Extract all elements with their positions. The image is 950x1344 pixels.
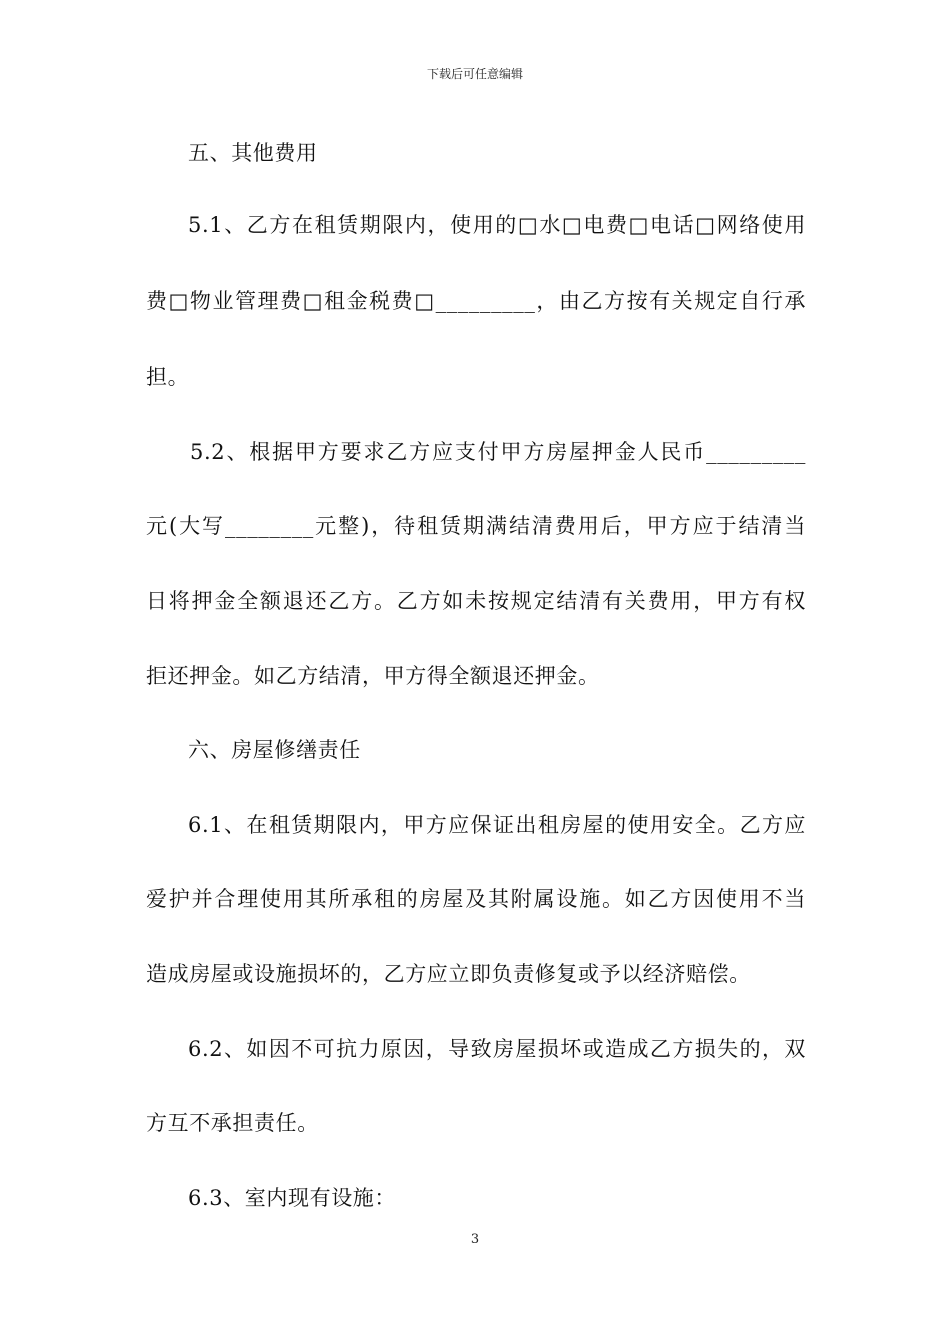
clause-6-1-line-1: 6.1、在租赁期限内，甲方应保证出租房屋的使用安全。乙方应 xyxy=(188,813,806,837)
section-heading-repair: 六、房屋修缮责任 xyxy=(188,738,361,762)
clause-6-2-line-2: 方互不承担责任。 xyxy=(146,1111,319,1135)
clause-5-2-line-1: 5.2、根据甲方要求乙方应支付甲方房屋押金人民币_________ xyxy=(190,440,806,464)
clause-5-2-line-2: 元(大写________元整)，待租赁期满结清费用后，甲方应于结清当 xyxy=(146,514,806,538)
clause-5-1-line-2: 费□物业管理费□租金税费□_________，由乙方按有关规定自行承 xyxy=(146,289,806,313)
page-number: 3 xyxy=(470,1232,480,1247)
clause-6-1-line-3: 造成房屋或设施损坏的，乙方应立即负责修复或予以经济赔偿。 xyxy=(146,962,751,986)
clause-5-2-line-4: 拒还押金。如乙方结清，甲方得全额退还押金。 xyxy=(146,664,600,688)
clause-6-3-line-1: 6.3、室内现有设施： xyxy=(188,1186,396,1210)
clause-6-2-line-1: 6.2、如因不可抗力原因，导致房屋损坏或造成乙方损失的，双 xyxy=(188,1037,806,1061)
clause-5-1-line-1: 5.1、乙方在租赁期限内，使用的□水□电费□电话□网络使用 xyxy=(188,213,806,237)
page-header: 下载后可任意编辑 xyxy=(426,67,523,81)
clause-5-2-line-3: 日将押金全额退还乙方。乙方如未按规定结清有关费用，甲方有权 xyxy=(146,589,806,613)
clause-6-1-line-2: 爱护并合理使用其所承租的房屋及其附属设施。如乙方因使用不当 xyxy=(146,887,806,911)
clause-5-1-line-3: 担。 xyxy=(146,365,190,389)
section-heading-other-fees: 五、其他费用 xyxy=(188,141,318,165)
